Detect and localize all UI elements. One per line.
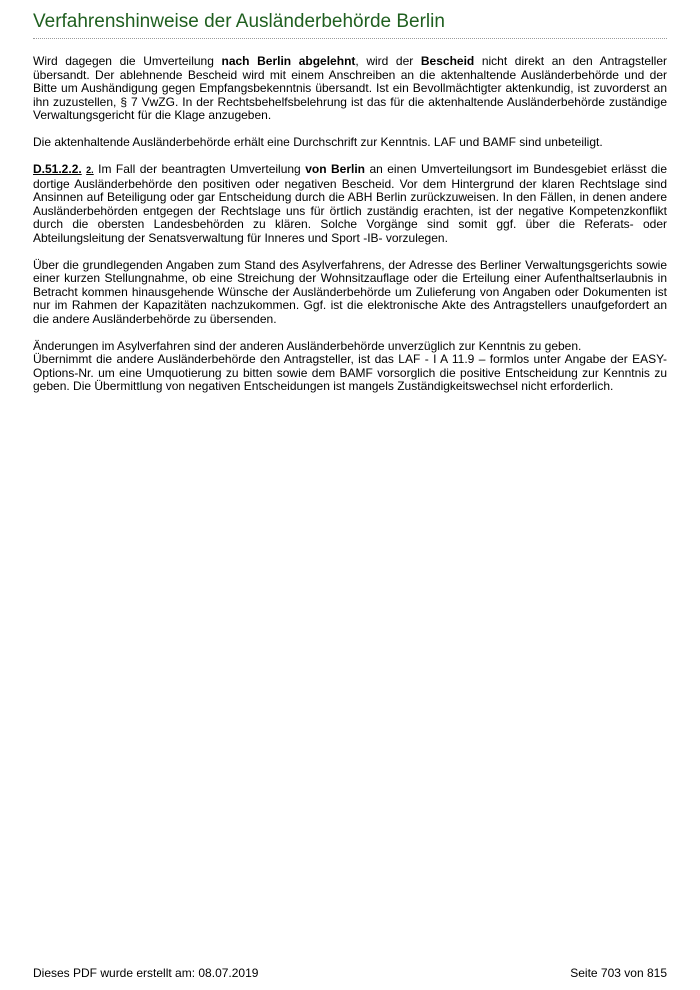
section-subreference: 2. — [86, 165, 94, 175]
text-run: Wird dagegen die Umverteilung — [33, 54, 222, 68]
footer-page-number: Seite 703 von 815 — [570, 966, 667, 980]
text-run: an einen Umverteilungsort im Bundesgebiet erlässt die dortige Ausländerbehörde den positiven oder negativen Bescheid. Vor dem Hintergrund der klaren Rechtslage sind Ansinnen auf Beteiligung oder gar Entscheidung durch die ABH Berlin zurückzuweisen. In den Fällen, in denen andere Ausländerbehörden entgegen der Rechtslage uns für örtlich zuständig erachten, ist der negative Kompetenzkonflikt durch die obersten Landesbehörden zu klären. Solche Vorgänge sind somit ggf. über die Referats- oder Abteilungsleitung der Senatsverwaltung für Inneres und Sport -IB- vorzulegen. — [33, 162, 667, 245]
paragraph-takeover: Übernimmt die andere Ausländerbehörde den Antragsteller, ist das LAF - I A 11.9 – formlos unter Angabe der EASY-Options-Nr. um eine Umquotierung zu bitten sowie dem BAMF vorsorglich die positive Entscheidung zur Kenntnis zu geben. Die Übermittlung von negativen Entscheidungen ist mangels Zuständigkeitswechsel nicht erforderlich. — [33, 352, 667, 393]
page-header — [33, 10, 667, 39]
document-body — [33, 55, 667, 407]
section-reference: D.51.2.2. — [33, 162, 82, 176]
bold-run: von Berlin — [305, 162, 365, 176]
paragraph-changes-notice: Änderungen im Asylverfahren sind der anderen Ausländerbehörde unverzüglich zur Kenntnis zu geben. — [33, 338, 582, 353]
text-run: Im Fall der beantragten Umverteilung — [93, 162, 306, 176]
paragraph-basic-information: Über die grundlegenden Angaben zum Stand des Asylverfahrens, der Adresse des Berliner Verwaltungsgerichts sowie einer kurzen Stellungnahme, ob eine Streichung der Wohnsitzauflage oder die Erteilung einer Aufenthaltserlaubnis in Betracht kommen hinausgehende Wünsche der Ausländerbehörde um Zulieferung von Angaben oder Dokumenten ist nur im Rahmen der Kapazitäten nachzukommen. Ggf. ist die elektronische Akte des Antragstellers unaufgefordert an die andere Ausländerbehörde zu übersenden. — [33, 257, 667, 326]
page-title: Verfahrenshinweise der Ausländerbehörde Berlin — [33, 11, 445, 32]
text-run: nicht direkt an den Antragsteller übersandt. Der ablehnende Bescheid wird mit einem Anschreiben an die aktenhaltende Ausländerbehörde und der Bitte um Aushändigung gegen Empfangsbekenntnis übersandt. Ist ein Bevollmächtigter aktenkundig, ist zuvorderst an ihn zuzustellen, § 7 VwZG. In der Rechtsbehelfsbelehrung ist das für die aktenhaltende Ausländerbehörde zuständige Verwaltungsgericht für die Klage anzugeben. — [33, 54, 668, 122]
footer-created-date: Dieses PDF wurde erstellt am: 08.07.2019 — [33, 966, 259, 980]
paragraph-section-d51222 — [33, 163, 667, 245]
paragraph-copy-notice: Die aktenhaltende Ausländerbehörde erhält eine Durchschrift zur Kenntnis. LAF und BAMF sind unbeteiligt. — [33, 135, 603, 149]
page-footer — [33, 966, 667, 980]
bold-run: nach Berlin abgelehnt — [221, 54, 356, 68]
bold-run: Bescheid — [420, 54, 475, 68]
paragraph-rejection-to-berlin — [33, 55, 667, 123]
text-run: , wird der — [355, 54, 421, 68]
